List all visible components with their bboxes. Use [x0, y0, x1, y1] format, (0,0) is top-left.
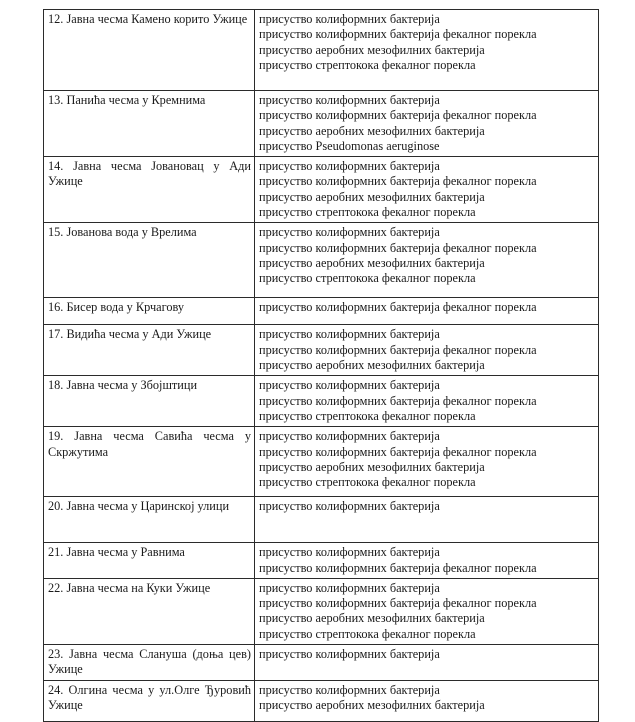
- table-row: [44, 157, 599, 223]
- result-line: присуство колиформних бактерија: [259, 378, 440, 393]
- result-line: присуство аеробних мезофилних бактерија: [259, 42, 485, 57]
- location-cell: 13. Панића чесма у Кремнима: [44, 91, 255, 157]
- results-cell: [255, 680, 599, 721]
- result-line: присуство колиформних бактерија: [259, 93, 440, 107]
- result-line: присуство колиформних бактерија: [259, 499, 440, 514]
- results-cell: [255, 298, 599, 325]
- location-cell: 19. Јавна чесма Савића чесма у Скржутима: [44, 427, 255, 497]
- results-cell: [255, 157, 599, 223]
- result-line: присуство стрептокока фекалног порекла: [259, 475, 476, 490]
- table-row: [44, 497, 599, 543]
- results-cell: [255, 427, 599, 497]
- location-cell: 16. Бисер вода у Крчагову: [44, 298, 255, 325]
- result-line: присуство аеробних мезофилних бактерија: [259, 255, 485, 270]
- result-line: присуство аеробних мезофилних бактерија: [259, 697, 485, 712]
- results-cell: [255, 578, 599, 644]
- result-line: присуство стрептокока фекалног порекла: [259, 205, 476, 220]
- table-row: [44, 645, 599, 681]
- results-cell: [255, 543, 599, 579]
- result-line: присуство Pseudomonas aeruginose: [259, 138, 440, 153]
- location-cell: 14. Јавна чесма Јовановац у Ади Ужице: [44, 157, 255, 223]
- location-cell: 23. Јавна чесма Слануша (доња цев) Ужице: [44, 645, 255, 681]
- results-cell: [255, 645, 599, 681]
- result-line: присуство колиформних бактерија фекалног порекла: [259, 444, 537, 459]
- result-line: присуство колиформних бактерија фекалног порекла: [259, 27, 537, 42]
- result-line: присуство стрептокока фекалног порекла: [259, 57, 476, 72]
- table-row: [44, 91, 599, 157]
- table-row: [44, 427, 599, 497]
- result-line: присуство колиформних бактерија фекалног порекла: [259, 174, 537, 189]
- location-cell: 20. Јавна чесма у Царинској улици: [44, 497, 255, 543]
- results-cell: [255, 376, 599, 427]
- table-row: [44, 376, 599, 427]
- result-line: присуство колиформних бактерија: [259, 327, 440, 342]
- result-line: присуство колиформних бактерија: [259, 647, 440, 662]
- result-line: присуство колиформних бактерија: [259, 682, 440, 697]
- result-line: присуство колиформних бактерија фекалног порекла: [259, 300, 537, 315]
- result-line: присуство колиформних бактерија фекалног порекла: [259, 108, 537, 123]
- table-row: [44, 223, 599, 298]
- table-body: [44, 10, 599, 722]
- result-line: присуство колиформних бактерија: [259, 545, 440, 560]
- table-row: [44, 543, 599, 579]
- result-line: присуство колиформних бактерија фекалног порекла: [259, 240, 537, 255]
- results-cell: [255, 10, 599, 91]
- result-line: присуство аеробних мезофилних бактерија: [259, 357, 485, 372]
- table-row: [44, 680, 599, 721]
- result-line: присуство колиформних бактерија фекалног порекла: [259, 393, 537, 408]
- results-cell: [255, 325, 599, 376]
- table-row: [44, 298, 599, 325]
- result-line: присуство колиформних бактерија фекалног порекла: [259, 560, 537, 575]
- table-row: [44, 10, 599, 91]
- result-line: присуство стрептокока фекалног порекла: [259, 408, 476, 423]
- result-line: присуство колиформних бактерија: [259, 12, 440, 26]
- result-line: присуство колиформних бактерија: [259, 159, 440, 174]
- location-cell: 21. Јавна чесма у Равнима: [44, 543, 255, 579]
- table-row: [44, 325, 599, 376]
- result-line: присуство колиформних бактерија: [259, 580, 440, 595]
- results-cell: [255, 223, 599, 298]
- location-cell: 24. Олгина чесма у ул.Олге Ђуровић Ужице: [44, 680, 255, 721]
- table-row: [44, 578, 599, 644]
- result-line: присуство аеробних мезофилних бактерија: [259, 123, 485, 138]
- result-line: присуство аеробних мезофилних бактерија: [259, 189, 485, 204]
- location-cell: 12. Јавна чесма Камено корито Ужице: [44, 10, 255, 91]
- result-line: присуство стрептокока фекалног порекла: [259, 271, 476, 286]
- location-cell: 18. Јавна чесма у Збојштици: [44, 376, 255, 427]
- water-quality-table: [43, 9, 599, 722]
- location-cell: 15. Јованова вода у Врелима: [44, 223, 255, 298]
- result-line: присуство колиформних бактерија фекалног порекла: [259, 596, 537, 611]
- result-line: присуство колиформних бактерија фекалног порекла: [259, 342, 537, 357]
- results-cell: [255, 497, 599, 543]
- location-cell: 17. Видића чесма у Ади Ужице: [44, 325, 255, 376]
- result-line: присуство колиформних бактерија: [259, 429, 440, 444]
- location-cell: 22. Јавна чесма на Куки Ужице: [44, 578, 255, 644]
- results-cell: [255, 91, 599, 157]
- result-line: присуство аеробних мезофилних бактерија: [259, 459, 485, 474]
- result-line: присуство стрептокока фекалног порекла: [259, 626, 476, 641]
- result-line: присуство аеробних мезофилних бактерија: [259, 611, 485, 626]
- result-line: присуство колиформних бактерија: [259, 225, 440, 240]
